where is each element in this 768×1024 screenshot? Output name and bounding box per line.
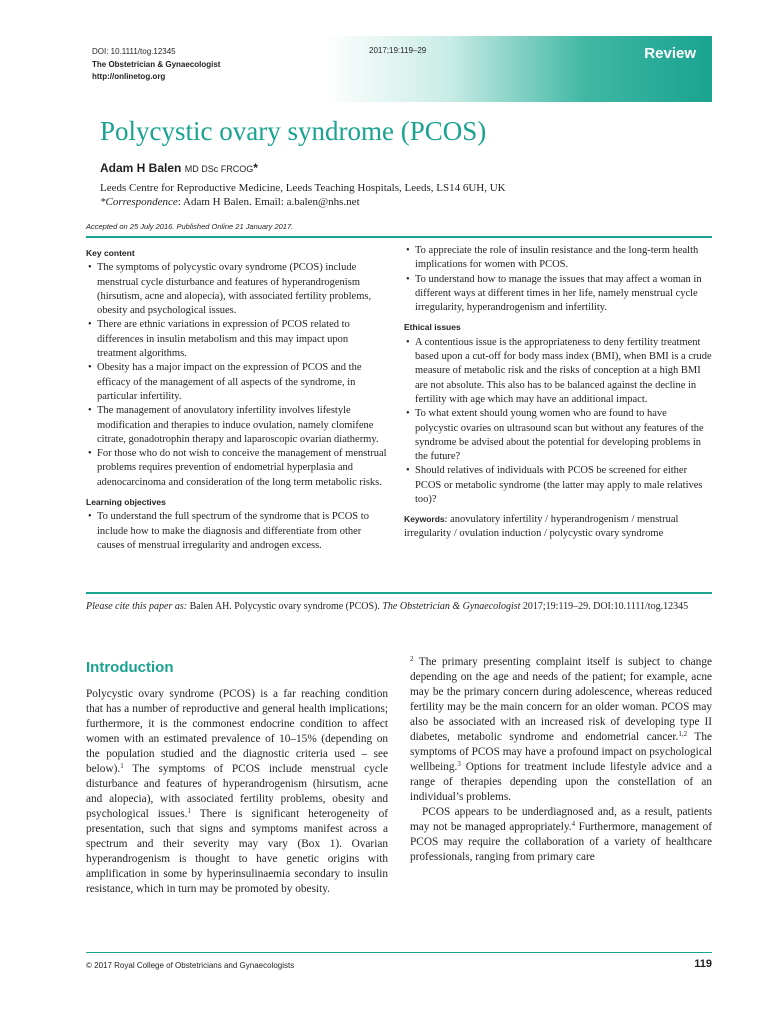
list-item: • To appreciate the role of insulin resistance and the long-term health implications for women with PCOS.: [404, 244, 712, 273]
ethical-issues-list: [404, 336, 712, 508]
citation-details: 2017;19:119–29. DOI:10.1111/tog.12345: [520, 601, 689, 612]
list-item: • There are ethnic variations in expression of PCOS related to differences in insulin metabolism and this may impact upon treatment algorithms.: [86, 318, 390, 361]
author-name: Adam H Balen: [100, 161, 182, 175]
list-item: • To understand the full spectrum of the syndrome that is PCOS to include how to make the diagnosis and differentiate from other causes of menstrual irregularity and androgen excess.: [86, 510, 390, 553]
issue-info: 2017;19:119–29: [369, 46, 427, 55]
list-item: • A contentious issue is the appropriateness to deny fertility treatment based upon a cut-off for body mass index (BMI), when BMI is a crude measure of metabolic risk and the risks of conception at a high BMI are not absolute. This also has to be balanced against the decline in fertility with age which may have an additional impact.: [404, 336, 712, 407]
page-number: 119: [694, 958, 712, 970]
keywords-label: Keywords:: [404, 514, 448, 525]
citation-prefix: Please cite this paper as:: [86, 601, 188, 612]
list-item: • Should relatives of individuals with PCOS be screened for either PCOS or metabolic syndrome (the latter may apply to male relatives too)?: [404, 464, 712, 507]
list-item: • To understand how to manage the issues that may affect a woman in different ways at different times in her life, namely menstrual cycle irregularity, hyperandrogenism and infertility.: [404, 273, 712, 316]
citation-authors: Balen AH. Polycystic ovary syndrome (PCOS).: [187, 601, 383, 612]
citation: [86, 601, 712, 612]
text-run: Options for treatment include lifestyle advice and a range of therapies depending upon the constellation of an individual’s problems.: [410, 761, 712, 803]
summary-right-column: [404, 244, 712, 541]
journal-name: The Obstetrician & Gynaecologist: [92, 59, 221, 69]
learning-objectives-heading: Learning objectives: [86, 497, 166, 508]
reference-marker[interactable]: 1,2: [678, 730, 688, 738]
article-title: Polycystic ovary syndrome (PCOS): [100, 116, 487, 146]
author-mark: *: [253, 161, 258, 175]
author-line: [100, 161, 258, 175]
author-degrees: MD DSc FRCOG: [184, 164, 254, 174]
journal-info: [92, 46, 220, 84]
doi: DOI: 10.1111/tog.12345: [92, 47, 176, 56]
text-run: The primary presenting complaint itself is subject to change depending on the age and needs of the patient; for example, acne may be the primary concern during adolescence, whereas reduced fertility may be the main concern for an older woman. PCOS may also be associated with an increased risk of developing type II diabetes, metabolic syndrome and endometrial cancer.: [410, 656, 712, 743]
section-label: Review: [644, 45, 696, 62]
summary-left-column: [86, 244, 390, 558]
reference-marker[interactable]: 1: [187, 807, 192, 815]
reference-marker[interactable]: 2: [410, 655, 414, 663]
reference-marker[interactable]: 4: [571, 820, 576, 828]
copyright: © 2017 Royal College of Obstetricians and Gynaecologists: [86, 961, 295, 970]
correspondence: [100, 195, 506, 209]
affiliation: Leeds Centre for Reproductive Medicine, Leeds Teaching Hospitals, Leeds, LS14 6UH, UK: [100, 182, 506, 194]
keywords: [404, 512, 712, 541]
key-content-heading: Key content: [86, 248, 135, 258]
journal-header: [86, 36, 712, 102]
body-column-left: [86, 687, 388, 897]
introduction-heading: Introduction: [86, 659, 174, 676]
body-column-right: [410, 655, 712, 865]
text-run: Furthermore, management of PCOS may require the collaboration of a variety of healthcare professionals, ranging from primary care: [410, 821, 713, 863]
list-item: • The management of anovulatory infertility involves lifestyle modification and therapies to induce ovulation, namely clomifene citrate, gonadotrophin therapy and laparoscopic ovarian diathermy.: [86, 404, 390, 447]
intro-paragraph-1: [86, 687, 388, 897]
keywords-text: anovulatory infertility / hyperandrogenism / menstrual irregularity / ovulation induction / polycystic ovary syndrome: [404, 514, 679, 540]
text-run: PCOS appears to be underdiagnosed and, as a result, patients may not be managed appropriately.: [410, 806, 712, 833]
text-run: Polycystic ovary syndrome (PCOS) is a far reaching condition that has a number of reproductive and general health implications; furthermore, it is the commonest endocrine condition to affect women with an estimated prevalence of 10–15% (depending on the population studied and the diagnostic criteria used – see below).: [86, 688, 388, 775]
divider-bottom: [86, 592, 712, 594]
text-run: The symptoms of PCOS may have a profound impact on psychological wellbeing.: [410, 731, 712, 773]
list-item: • To what extent should young women who are found to have polycystic ovaries on ultrasound scan but without any features of the syndrome be advised about the potential for developing problems in the future?: [404, 407, 712, 464]
reference-marker[interactable]: 1: [120, 762, 124, 770]
correspondence-label: *Correspondence: [100, 196, 178, 208]
divider-top: [86, 236, 712, 238]
journal-url[interactable]: http://onlinetog.org: [92, 72, 166, 81]
list-item: • For those who do not wish to conceive the management of menstrual problems requires prevention of endometrial hyperplasia and adenocarcinoma and consideration of the long term metabolic risks.: [86, 447, 390, 490]
text-run: There is significant heterogeneity of presentation, such that signs and symptoms manifest across a spectrum and their severity may vary (Box 1). Ovarian hyperandrogenism is thought to have genetic origins with amplification in some by hyperinsulinaemia secondary to insulin resistance, which in turn may be promoted by obesity.: [86, 808, 388, 895]
ethical-issues-heading: Ethical issues: [404, 322, 461, 333]
text-run: The symptoms of PCOS include menstrual cycle disturbance and features of hyperandrogenism (hirsutism, acne and alopecia), with associated fertility problems, obesity and psychological issues.: [86, 763, 388, 820]
correspondence-text[interactable]: : Adam H Balen. Email: a.balen@nhs.net: [177, 196, 360, 208]
affiliation-block: [100, 181, 506, 209]
citation-journal: The Obstetrician & Gynaecologist: [382, 601, 521, 612]
accepted-date: Accepted on 25 July 2016. Published Online 21 January 2017.: [86, 222, 294, 231]
learning-objectives-list: [86, 510, 390, 553]
key-content-list: [86, 261, 390, 490]
intro-paragraph-1-cont: [410, 655, 712, 805]
intro-paragraph-2: [410, 805, 712, 865]
list-item: • The symptoms of polycystic ovary syndrome (PCOS) include menstrual cycle disturbance and features of hyperandrogenism (hirsutism, acne and alopecia), with associated fertility problems, obesity and psychological issues.: [86, 261, 390, 318]
list-item: • Obesity has a major impact on the expression of PCOS and the efficacy of the management of all aspects of the syndrome, in particular infertility.: [86, 361, 390, 404]
learning-objectives-list-cont: [404, 244, 712, 315]
reference-marker[interactable]: 3: [457, 760, 461, 768]
footer-divider: [86, 952, 712, 953]
